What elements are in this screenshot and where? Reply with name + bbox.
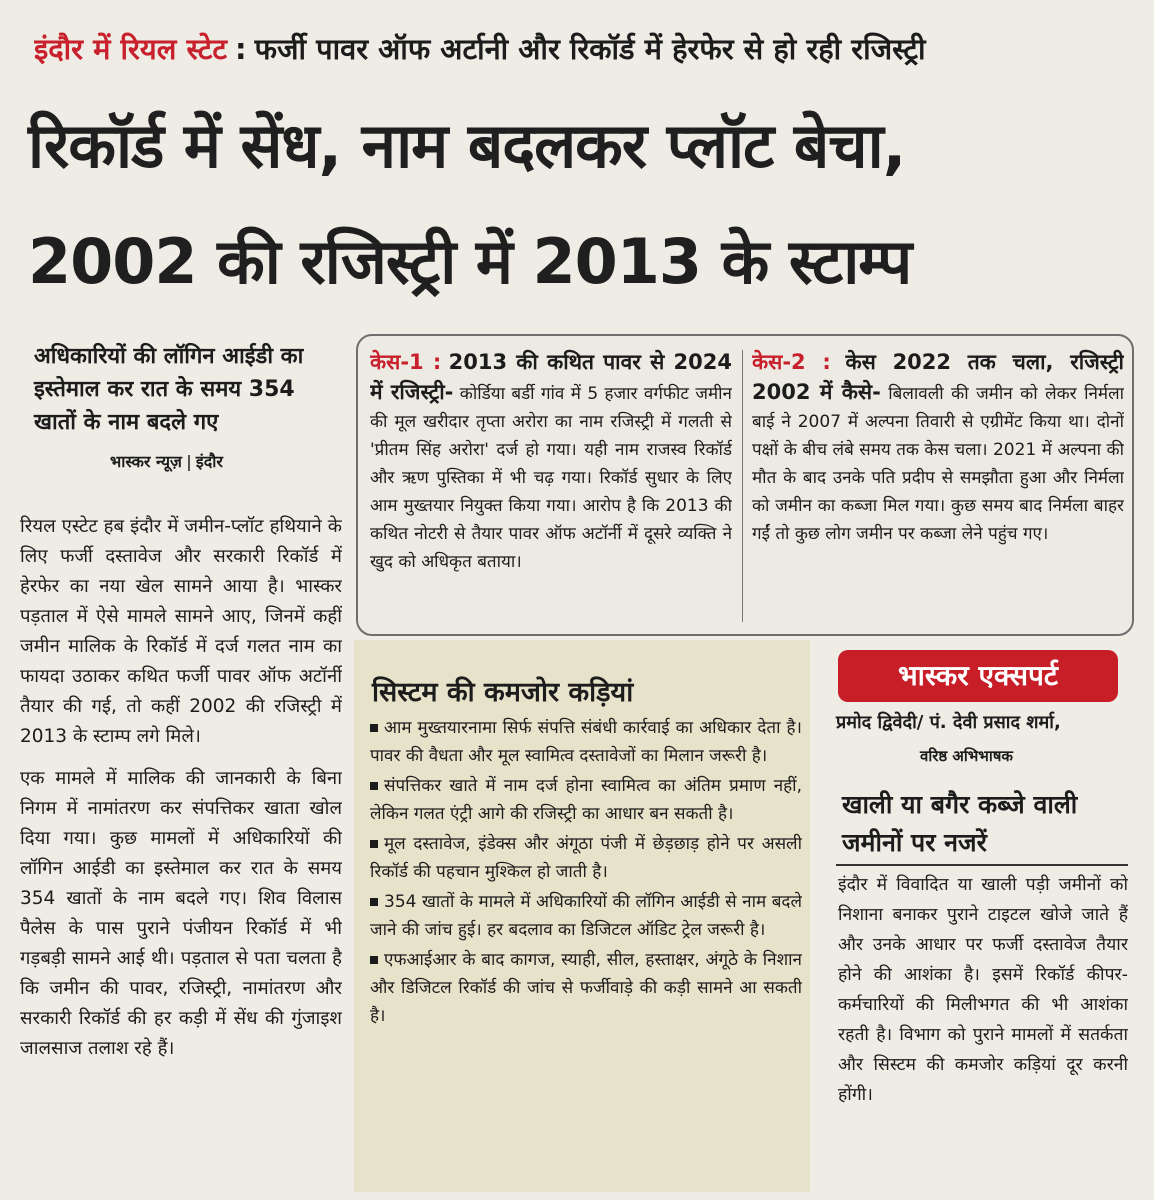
list-item-text: संपत्तिकर खाते में नाम दर्ज होना स्वामित्व का अंतिम प्रमाण नहीं, लेकिन गलत एंट्री आगे की रजिस्ट्री का आधार बन सकती है। xyxy=(370,776,802,824)
byline xyxy=(110,450,330,472)
article-paragraph: एक मामले में मालिक की जानकारी के बिना निगम में नामांतरण कर संपत्तिकर खाता खोल दिया गया। कुछ मामलों में अधिकारियों की लॉगिन आईडी का इस्तेमाल कर रात के समय 354 खातों के नाम बदले गए। शिव विलास पैलेस के पास पुराने पंजीयन रिकॉर्ड में भी गड़बड़ी सामने आई थी। पड़ताल से पता चलता है कि जमीन की पावर, रजिस्ट्री, नामांतरण और सरकारी रिकॉर्ड की हर कड़ी में सेंध की गुंजाइश जालसाज तलाश रहे हैं। xyxy=(20,768,342,1059)
list-item-text: 354 खातों के मामले में अधिकारियों की लॉगिन आईडी से नाम बदले जाने की जांच हुई। हर बदलाव का डिजिटल ऑडिट ट्रेल जरूरी है। xyxy=(370,892,802,940)
byline-divider xyxy=(188,455,190,471)
headline-line-2: 2002 की रजिस्ट्री में 2013 के स्टाम्प xyxy=(28,225,912,298)
list-item-text: आम मुख्तयारनामा सिर्फ संपत्ति संबंधी कार्रवाई का अधिकार देता है। पावर की वैधता और मूल स्वामित्व दस्तावेजों का मिलान जरूरी है। xyxy=(370,718,802,766)
expert-role: वरिष्ठ अभिभाषक xyxy=(920,747,1013,765)
case-2-text: बिलावली की जमीन को लेकर निर्मला बाई ने 2007 में अल्पना तिवारी से एग्रीमेंट किया था। दोनों पक्षों के बीच लंबे समय तक केस चला। 2021 में अल्पना की मौत के बाद उनके पति प्रदीप से समझौता हुआ और निर्मला को जमीन का कब्जा मिल गया। कुछ समय बाद निर्मला बाहर गईं तो कुछ लोग जमीन पर कब्जा लेने पहुंच गए। xyxy=(752,384,1124,544)
sidebar-heading-rule xyxy=(836,864,1128,866)
case-2 xyxy=(752,348,1124,628)
case-1 xyxy=(370,348,732,628)
system-weakness-list xyxy=(370,714,802,1184)
kicker-separator: : xyxy=(235,32,247,66)
square-bullet-icon xyxy=(370,956,378,964)
list-item xyxy=(370,946,802,1030)
sidebar-body: इंदौर में विवादित या खाली पड़ी जमीनों को निशाना बनाकर पुराने टाइटल खोजे जाते हैं और उनके आधार पर फर्जी दस्तावेज तैयार होने की आशंका है। इसमें रिकॉर्ड कीपर-कर्मचारियों की मिलीभगत की भी आशंका रहती है। विभाग को पुराने मामलों में सतर्कता और सिस्टम की कमजोर कड़ियां दूर करनी होंगी। xyxy=(838,875,1128,1105)
square-bullet-icon xyxy=(370,724,378,732)
article-paragraph: रियल एस्टेट हब इंदौर में जमीन-प्लॉट हथियाने के लिए फर्जी दस्तावेज और सरकारी रिकॉर्ड में हेरफेर का नया खेल सामने आया है। भास्कर पड़ताल में ऐसे मामले सामने आए, जिनमें कहीं जमीन मालिक के रिकॉर्ड में दर्ज गलत नाम का फायदा उठाकर कथित फर्जी पावर ऑफ अटॉर्नी तैयार की गई, तो कहीं 2002 की रजिस्ट्री में 2013 के स्टाम्प लगे मिले। xyxy=(20,516,342,747)
byline-city: इंदौर xyxy=(195,452,223,471)
case-1-text: कोर्डिया बर्डी गांव में 5 हजार वर्गफीट जमीन की मूल खरीदार तृप्ता अरोरा का नाम रजिस्ट्री में गलती से 'प्रीतम सिंह अरोरा' दर्ज हो गया। यही नाम राजस्व रिकॉर्ड और ऋण पुस्तिका में भी चढ़ गया। रिकॉर्ड सुधार के लिए आम मुख्तयार नियुक्त किया गया। आरोप है कि 2013 की कथित नोटरी से तैयार पावर ऑफ अटॉर्नी में दूसरे व्यक्ति ने खुद को अधिकृत बताया। xyxy=(370,384,732,572)
case-1-label: केस-1 : xyxy=(370,350,442,374)
case-2-label: केस-2 : xyxy=(752,350,831,374)
list-item-text: मूल दस्तावेज, इंडेक्स और अंगूठा पंजी में छेड़छाड़ होने पर असली रिकॉर्ड की पहचान मुश्किल हो जाती है। xyxy=(370,834,802,882)
list-item xyxy=(370,888,802,944)
list-item-text: एफआईआर के बाद कागज, स्याही, सील, हस्ताक्षर, अंगूठे के निशान और डिजिटल रिकॉर्ड की जांच से फर्जीवाड़े की कड़ी सामने आ सकती है। xyxy=(370,950,802,1026)
kicker-label: इंदौर में रियल स्टेट xyxy=(34,32,228,66)
list-item xyxy=(370,772,802,828)
expert-names: प्रमोद द्विवेदी/ पं. देवी प्रसाद शर्मा, xyxy=(836,712,1061,733)
lead-deck: अधिकारियों की लॉगिन आईडी का इस्तेमाल कर रात के समय 354 खातों के नाम बदले गए xyxy=(34,344,304,435)
list-item xyxy=(370,714,802,770)
kicker-text: फर्जी पावर ऑफ अर्टानी और रिकॉर्ड में हेरफेर से हो रही रजिस्ट्री xyxy=(254,32,926,66)
square-bullet-icon xyxy=(370,782,378,790)
square-bullet-icon xyxy=(370,840,378,848)
case-1-title: 2013 की कथित पावर से 2024 में रजिस्ट्री- xyxy=(370,350,732,404)
case-divider xyxy=(742,350,743,622)
kicker xyxy=(34,26,1134,72)
expert-badge: भास्कर एक्सपर्ट xyxy=(838,650,1118,702)
case-2-title: केस 2022 तक चला, रजिस्ट्री 2002 में कैसे- xyxy=(752,350,1124,404)
square-bullet-icon xyxy=(370,898,378,906)
list-item xyxy=(370,830,802,886)
byline-source: भास्कर न्यूज़ xyxy=(110,452,182,471)
system-weakness-heading: सिस्टम की कमजोर कड़ियां xyxy=(372,677,634,708)
main-article-body xyxy=(20,512,342,1192)
sidebar-heading: खाली या बगैर कब्जे वाली जमीनों पर नजरें xyxy=(842,790,1078,857)
headline-line-1: रिकॉर्ड में सेंध, नाम बदलकर प्लॉट बेचा, xyxy=(28,109,906,182)
